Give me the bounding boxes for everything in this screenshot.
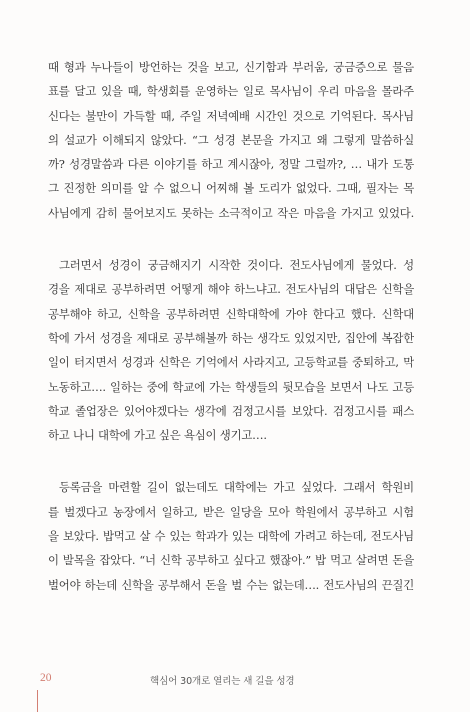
- margin-rule: [37, 690, 38, 712]
- text-line: 학교 졸업장은 있어야겠다는 생각에 검정고시를 보았다. 검정고시를 패스: [48, 403, 414, 418]
- page-body: [48, 55, 414, 625]
- page-footer: [0, 672, 470, 686]
- text-line: 를 벌겠다고 농장에서 일하고, 받은 일당을 모아 학원에서 공부하고 시험: [48, 504, 414, 519]
- text-line: 공부해야 하고, 신학을 공부하려면 신학대학에 가야 한다고 했다. 신학대: [48, 306, 414, 321]
- text-line: 하고 나니 대학에 가고 싶은 욕심이 생기고….: [48, 428, 267, 443]
- paragraph-1: [48, 55, 414, 225]
- text-line: 경을 제대로 공부하려면 어떻게 해야 하느냐고. 전도사님의 대답은 신학을: [48, 282, 414, 297]
- text-line: 까? 성경말씀과 다른 이야기를 하고 계시잖아, 정말 그럴까?, … 내가 도통: [48, 157, 414, 172]
- paragraph-2: [48, 253, 414, 447]
- text-line: 때 형과 누나들이 방언하는 것을 보고, 신기함과 부러움, 궁금증으로 물음: [48, 60, 414, 74]
- text-line: 이 발목을 잡았다. “너 신학 공부하고 싶다고 했잖아.” 밥 먹고 살려면 돈을: [48, 553, 414, 568]
- text-line: 등록금을 마련할 길이 없는데도 대학에는 가고 싶었다. 그래서 학원비: [59, 480, 414, 495]
- text-line: 신다는 불만이 가득할 때, 주일 저녁예배 시간인 것으로 기억된다. 목사님: [48, 108, 414, 123]
- text-line: 학에 가서 성경을 제대로 공부해볼까 하는 생각도 있었지만, 집안에 복잡한: [48, 330, 414, 345]
- text-line: 그 진정한 의미를 알 수 없으니 어찌해 볼 도리가 없었다. 그때, 필자는 목: [48, 181, 414, 196]
- page-number: 20: [40, 672, 52, 684]
- running-title: 핵심어 30개로 열리는 새 길을 성경: [150, 676, 295, 687]
- text-line: 일이 터지면서 성경과 신학은 기억에서 사라지고, 고등학교를 중퇴하고, 막: [48, 355, 414, 370]
- text-line: 표를 달고 있을 때, 학생회를 운영하는 일로 목사님이 우리 마음을 몰라주: [48, 84, 414, 99]
- text-line: 사님에게 감히 물어보지도 못하는 소극적이고 작은 마음을 가지고 있었다.: [48, 205, 414, 220]
- text-line: 그러면서 성경이 궁금해지기 시작한 것이다. 전도사님에게 물었다. 성: [59, 258, 414, 273]
- text-line: 노동하고…. 일하는 중에 학교에 가는 학생들의 뒷모습을 보면서 나도 고등: [48, 379, 414, 394]
- text-line: 벌어야 하는데 신학을 공부해서 돈을 벌 수는 없는데…. 전도사님의 끈질긴: [48, 577, 414, 592]
- text-line: 을 보았다. 밥먹고 살 수 있는 학과가 있는 대학에 가려고 하는데, 전도사님: [48, 529, 414, 544]
- text-line: 의 설교가 이해되지 않았다. “그 성경 본문을 가지고 왜 그렇게 말씀하실: [48, 132, 414, 147]
- paragraph-3: [48, 475, 414, 596]
